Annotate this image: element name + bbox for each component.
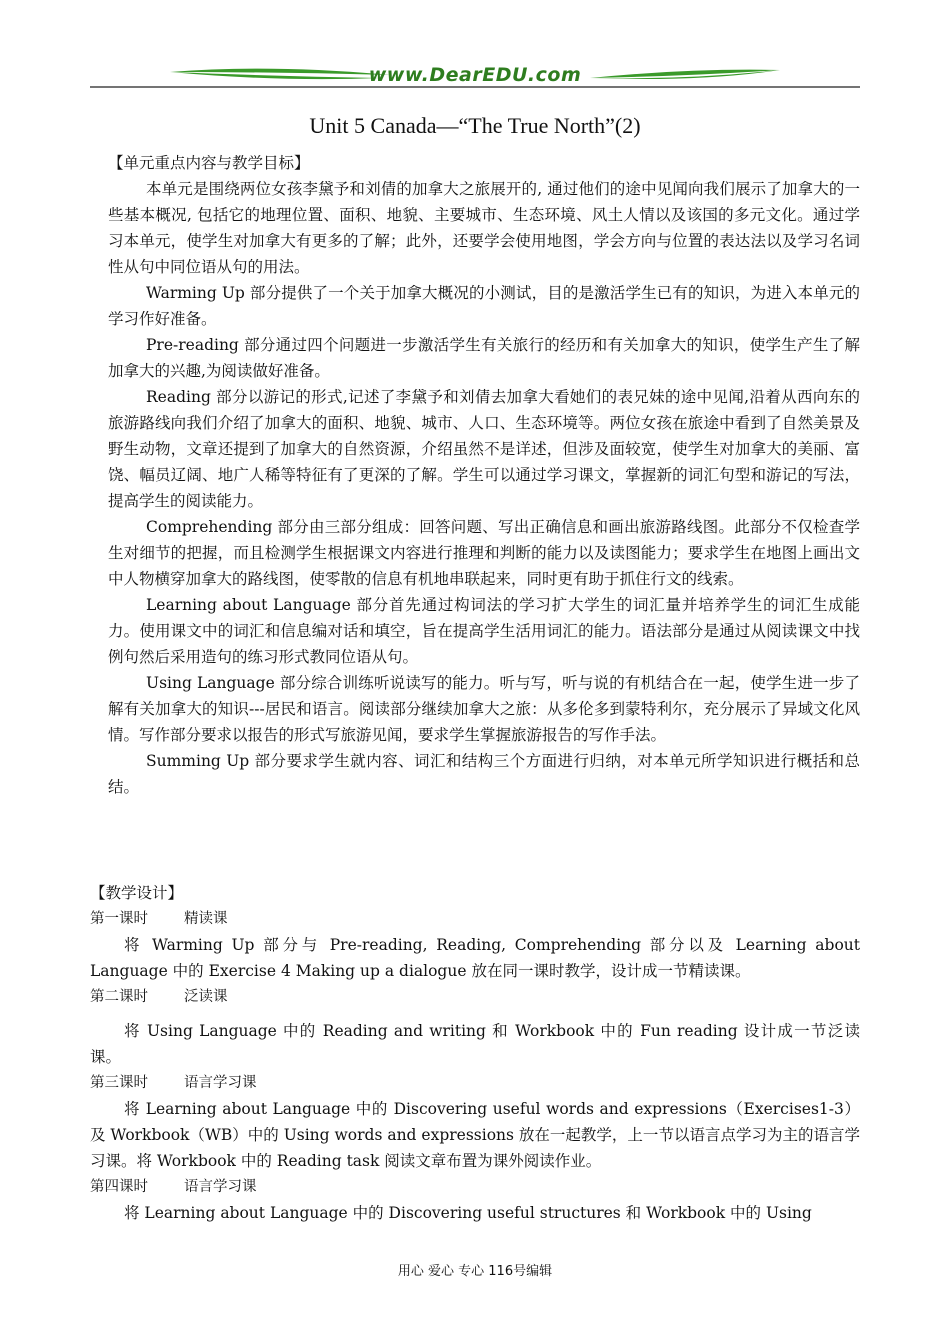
page-title: Unit 5 Canada—“The True North”(2) [309,113,641,138]
goals-paragraph: Comprehending 部分由三部分组成：回答问题、写出正确信息和画出旅游路线图。此部分不仅检查学生对细节的把握，而且检测学生根据课文内容进行推理和判断的能力以及读图能力；要求学生在地图上画出文中人物横穿加拿大的路线图，使零散的信息有机地串联起来，同时更有助于抓住行文的线索。 [108,518,860,588]
lesson-number: 第四课时 [90,1179,148,1195]
lesson-type: 泛读课 [184,989,228,1005]
lesson-number: 第三课时 [90,1075,148,1091]
lesson-header [90,1174,860,1200]
lesson-number: 第一课时 [90,911,148,927]
goals-paragraph: Learning about Language 部分首先通过构词法的学习扩大学生的词汇量并培养学生的词汇生成能力。使用课文中的词汇和信息编对话和填空，旨在提高学生活用词汇的能力。语法部分是通过从阅读课文中找例句然后采用造句的练习形式教同位语从句。 [108,596,860,666]
lesson-type: 语言学习课 [184,1075,257,1091]
lesson-header [90,984,860,1010]
goals-paragraph: Using Language 部分综合训练听说读写的能力。听与写，听与说的有机结合在一起，使学生进一步了解有关加拿大的知识---居民和语言。阅读部分继续加拿大之旅：从多伦多到蒙特利尔，充分展示了异域文化风情。写作部分要求以报告的形式写旅游见闻，要求学生掌握旅游报告的写作手法。 [108,674,860,744]
lesson-header [90,1070,860,1096]
lesson-type: 精读课 [184,911,228,927]
goals-paragraph: Reading 部分以游记的形式,记述了李黛予和刘倩去加拿大看她们的表兄妹的途中见闻,沿着从西向东的旅游路线向我们介绍了加拿大的面积、地貌、城市、人口、生态环境等。两位女孩在旅途中看到了自然美景及野生动物，文章还提到了加拿大的自然资源，介绍虽然不是详述，但涉及面较宽，使学生对加拿大的美丽、富饶、幅员辽阔、地广人稀等特征有了更深的了解。学生可以通过学习课文，掌握新的词汇句型和游记的写法，提高学生的阅读能力。 [108,388,860,510]
lesson-description: 将 Warming Up 部分与 Pre-reading, Reading, Comprehending 部分以及 Learning about Language 中的 Exercise 4 Making up a dialogue 放在同一课时教学，设计成一节精读课。 [90,936,860,980]
lesson-number: 第二课时 [90,989,148,1005]
site-header-banner [90,58,860,90]
goals-paragraph: Pre-reading 部分通过四个问题进一步激活学生有关旅行的经历和有关加拿大的知识，使学生产生了解加拿大的兴趣,为阅读做好准备。 [108,336,860,380]
goals-section [108,150,860,800]
page-footer: 用心 爱心 专心 116号编辑 [397,1264,553,1279]
design-heading: 【教学设计】 [90,884,184,902]
lesson-header [90,906,860,932]
goals-paragraph: Warming Up 部分提供了一个关于加拿大概况的小测试，目的是激活学生已有的知识，为进入本单元的学习作好准备。 [108,284,860,328]
goals-paragraph: 本单元是围绕两位女孩李黛予和刘倩的加拿大之旅展开的, 通过他们的途中见闻向我们展示了加拿大的一些基本概况, 包括它的地理位置、面积、地貌、主要城市、生态环境、风土人情以及该国的多元文化。通过学习本单元，使学生对加拿大有更多的了解；此外，还要学会使用地图，学会方向与位置的表达法以及学习名词性从句中同位语从句的用法。 [108,180,860,276]
lesson-description: 将 Learning about Language 中的 Discovering useful words and expressions（Exercises1-3）及 Workbook（WB）中的 Using words and expressions 放在一起教学，上一节以语言点学习为主的语言学习课。将 Workbook 中的 Reading task 阅读文章布置为课外阅读作业。 [90,1100,860,1170]
site-logo-text: www.DearEDU.com [368,64,582,86]
goals-heading: 【单元重点内容与教学目标】 [108,154,310,172]
design-section [90,880,860,1226]
lesson-description: 将 Learning about Language 中的 Discovering useful structures 和 Workbook 中的 Using [124,1204,812,1222]
lesson-description: 将 Using Language 中的 Reading and writing 和 Workbook 中的 Fun reading 设计成一节泛读课。 [90,1022,860,1066]
goals-paragraph: Summing Up 部分要求学生就内容、词汇和结构三个方面进行归纳，对本单元所学知识进行概括和总结。 [108,752,860,796]
lesson-type: 语言学习课 [184,1179,257,1195]
